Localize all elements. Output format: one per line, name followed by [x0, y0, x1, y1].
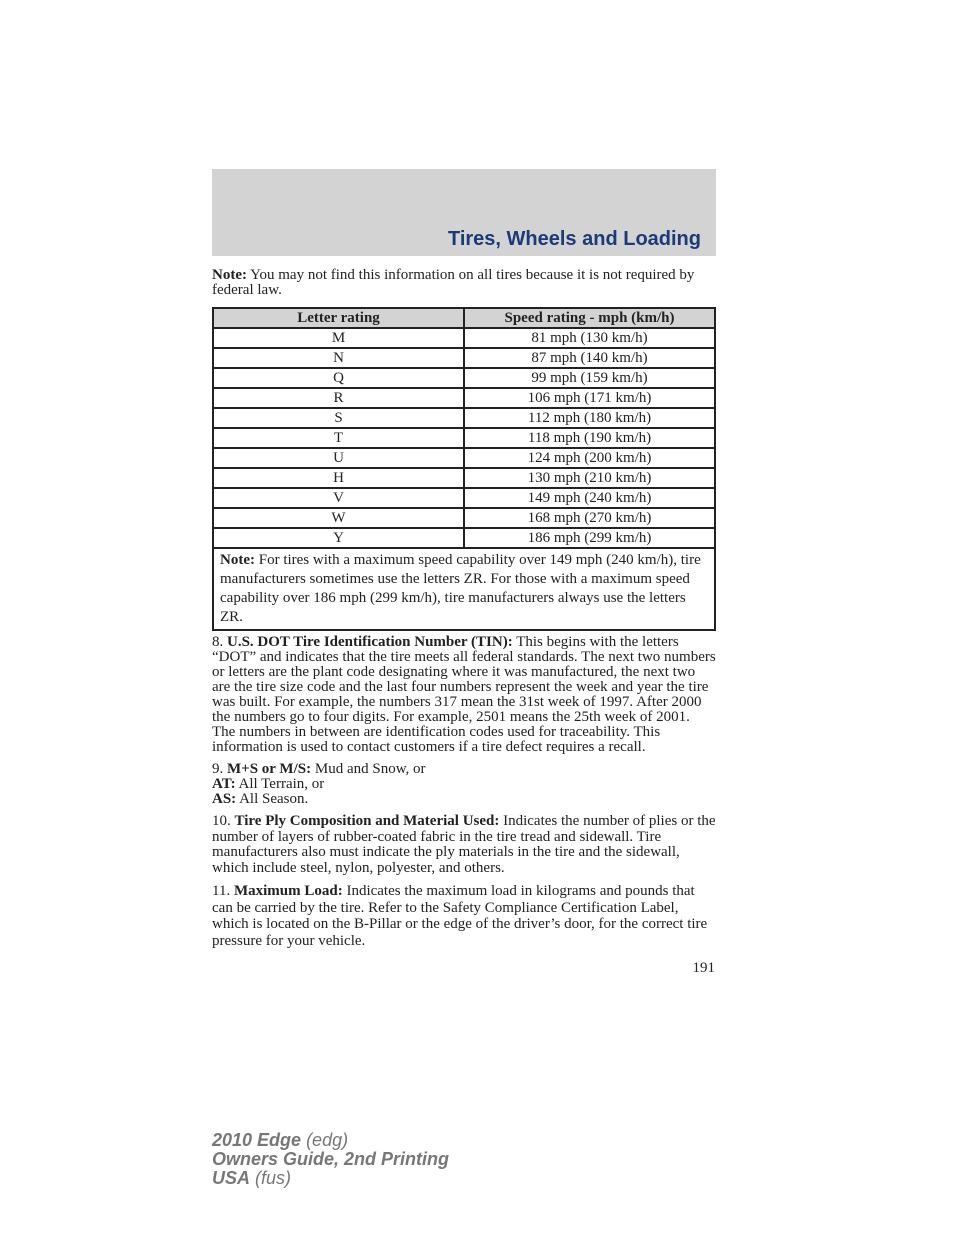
item-10-number: 10.	[212, 813, 235, 829]
table-note-label: Note:	[220, 552, 255, 568]
intro-note	[212, 268, 716, 298]
item-9-paragraph	[212, 762, 716, 807]
item-8-label: U.S. DOT Tire Identification Number (TIN):	[227, 634, 513, 650]
footer-model: 2010 Edge	[212, 1130, 302, 1150]
speed-cell: 149 mph (240 km/h)	[464, 488, 715, 508]
speed-cell: 81 mph (130 km/h)	[464, 328, 715, 348]
table-row	[213, 488, 715, 508]
item-9-as-text: All Season.	[236, 791, 309, 807]
footer-line-market	[212, 1169, 449, 1188]
footer-line-model	[212, 1131, 449, 1150]
letter-cell: Y	[213, 528, 464, 548]
table-row	[213, 448, 715, 468]
letter-cell: W	[213, 508, 464, 528]
speed-cell: 168 mph (270 km/h)	[464, 508, 715, 528]
column-header-letter: Letter rating	[213, 308, 464, 328]
speed-cell: 106 mph (171 km/h)	[464, 388, 715, 408]
item-9-at-label: AT:	[212, 776, 236, 792]
footer-guide: Owners Guide, 2nd Printing	[212, 1149, 450, 1169]
item-11-number: 11.	[212, 883, 234, 899]
speed-cell: 112 mph (180 km/h)	[464, 408, 715, 428]
footer-line-guide	[212, 1150, 449, 1169]
item-9-at-text: All Terrain, or	[235, 776, 325, 792]
item-10-text: Indicates the number of plies or the number of layers of rubber-coated fabric in the tire tread and sidewall. Tire manufacturers also must indicate the ply materials in the tire and the sidewall, which include steel, nylon, polyester, and others.	[212, 813, 716, 876]
table-note-row	[213, 548, 715, 630]
table-row	[213, 468, 715, 488]
speed-cell: 87 mph (140 km/h)	[464, 348, 715, 368]
table-row	[213, 408, 715, 428]
item-9-as-label: AS:	[212, 791, 237, 807]
intro-note-text: You may not find this information on all tires because it is not required by federal law.	[212, 267, 695, 298]
letter-cell: V	[213, 488, 464, 508]
letter-cell: N	[213, 348, 464, 368]
speed-cell: 130 mph (210 km/h)	[464, 468, 715, 488]
page-number: 191	[692, 960, 715, 976]
table-row	[213, 388, 715, 408]
table-row	[213, 368, 715, 388]
footer-market: USA	[212, 1168, 251, 1188]
page-content	[212, 268, 716, 949]
item-11-label: Maximum Load:	[233, 883, 343, 899]
speed-cell: 99 mph (159 km/h)	[464, 368, 715, 388]
item-10-label: Tire Ply Composition and Material Used:	[234, 813, 500, 829]
item-8-number: 8.	[212, 634, 227, 650]
table-row	[213, 508, 715, 528]
document-footer	[212, 1131, 449, 1188]
intro-note-label: Note:	[212, 267, 247, 283]
letter-cell: R	[213, 388, 464, 408]
column-header-speed: Speed rating - mph (km/h)	[464, 308, 715, 328]
footer-model-code: (edg)	[301, 1130, 349, 1150]
table-row	[213, 528, 715, 548]
item-8-paragraph	[212, 635, 716, 755]
item-9-number: 9.	[212, 761, 227, 777]
footer-market-code: (fus)	[250, 1168, 292, 1188]
table-row	[213, 348, 715, 368]
section-title: Tires, Wheels and Loading	[447, 228, 701, 250]
item-11-paragraph	[212, 883, 716, 949]
letter-cell: H	[213, 468, 464, 488]
section-header-band	[212, 169, 716, 256]
speed-cell: 118 mph (190 km/h)	[464, 428, 715, 448]
letter-cell: T	[213, 428, 464, 448]
table-note-text: For tires with a maximum speed capability over 149 mph (240 km/h), tire manufacturers sometimes use the letters ZR. For those with a maximum speed capability over 186 mph (299 km/h), tire manufacturers always use the letters ZR.	[220, 552, 701, 625]
table-note	[213, 548, 715, 630]
letter-cell: M	[213, 328, 464, 348]
speed-rating-table	[212, 307, 716, 631]
item-9-ms-label: M+S or M/S:	[227, 761, 312, 777]
item-8-text: This begins with the letters “DOT” and indicates that the tire meets all federal standards. The next two numbers or letters are the plant code designating where it was manufactured, the next two are the tire size code and the last four numbers represent the week and year the tire was built. For example, the numbers 317 mean the 31st week of 1997. After 2000 the numbers go to four digits. For example, 2501 means the 25th week of 2001. The numbers in between are identification codes used for traceability. This information is used to contact customers if a tire defect requires a recall.	[212, 634, 716, 755]
table-row	[213, 428, 715, 448]
letter-cell: Q	[213, 368, 464, 388]
item-9-ms-text: Mud and Snow, or	[311, 761, 426, 777]
item-10-paragraph	[212, 814, 716, 876]
letter-cell: U	[213, 448, 464, 468]
speed-cell: 124 mph (200 km/h)	[464, 448, 715, 468]
letter-cell: S	[213, 408, 464, 428]
speed-cell: 186 mph (299 km/h)	[464, 528, 715, 548]
item-11-text: Indicates the maximum load in kilograms and pounds that can be carried by the tire. Refer to the Safety Compliance Certification Label, which is located on the B-Pillar or the edge of the driver’s door, for the correct tire pressure for your vehicle.	[212, 883, 708, 949]
table-row	[213, 328, 715, 348]
table-header-row	[213, 308, 715, 328]
